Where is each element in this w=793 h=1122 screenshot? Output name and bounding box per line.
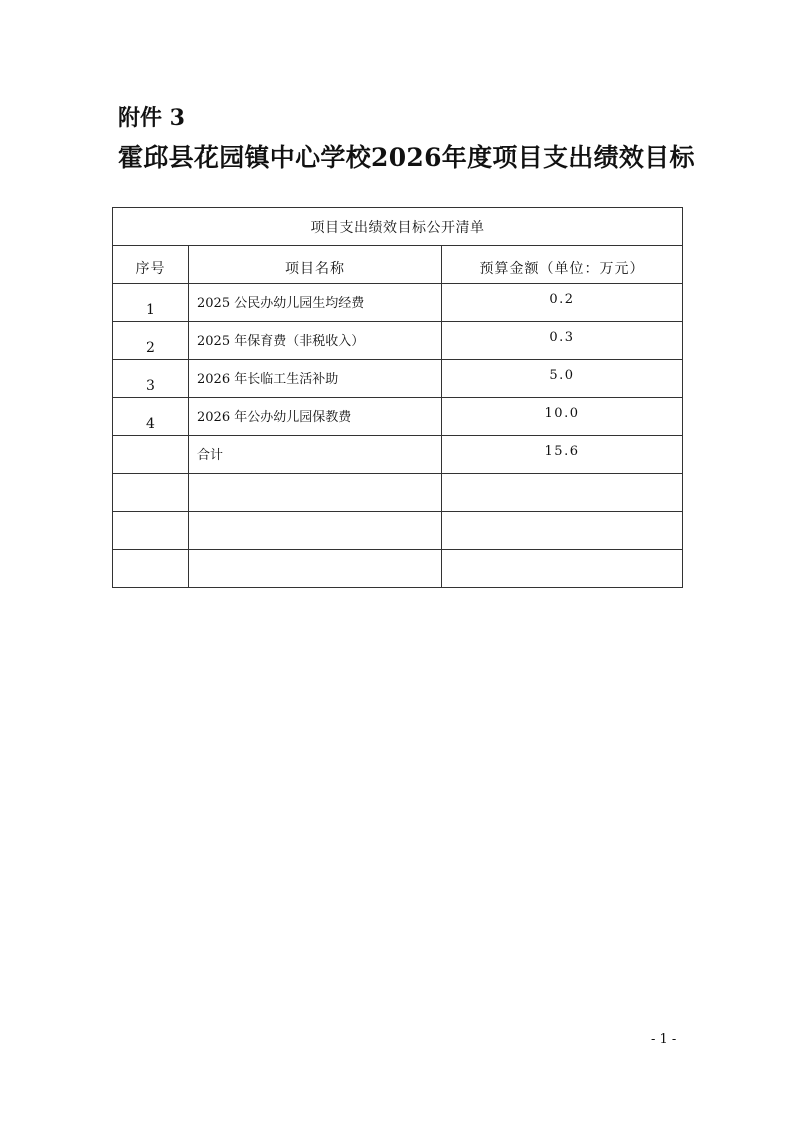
table-row-total <box>113 436 683 474</box>
row-name: 2025 年保育费（非税收入） <box>189 322 442 360</box>
page-number: - 1 - <box>651 1032 677 1047</box>
row-name <box>189 474 442 512</box>
total-amount: 15.6 <box>442 436 683 474</box>
row-seq: 3 <box>113 360 189 398</box>
row-name: 2026 年公办幼儿园保教费 <box>189 398 442 436</box>
table-row-empty <box>113 512 683 550</box>
row-name <box>189 550 442 588</box>
table-row <box>113 284 683 322</box>
row-amount <box>442 474 683 512</box>
attachment-label: 附件 3 <box>118 105 185 131</box>
document-title: 霍邱县花园镇中心学校2026年度项目支出绩效目标 <box>118 143 695 172</box>
row-amount: 10.0 <box>442 398 683 436</box>
budget-table <box>112 207 683 588</box>
table-caption-row <box>113 208 683 246</box>
row-seq: 1 <box>113 284 189 322</box>
row-name: 2026 年长临工生活补助 <box>189 360 442 398</box>
column-header-seq: 序号 <box>113 246 189 284</box>
total-label: 合计 <box>189 436 442 474</box>
row-seq <box>113 474 189 512</box>
column-header-amount: 预算金额（单位：万元） <box>442 246 683 284</box>
row-name <box>189 512 442 550</box>
row-amount <box>442 550 683 588</box>
table-row-empty <box>113 550 683 588</box>
row-seq <box>113 436 189 474</box>
table-row <box>113 360 683 398</box>
table-row <box>113 322 683 360</box>
row-name: 2025 公民办幼儿园生均经费 <box>189 284 442 322</box>
row-seq <box>113 512 189 550</box>
row-amount <box>442 512 683 550</box>
column-header-name: 项目名称 <box>189 246 442 284</box>
row-seq <box>113 550 189 588</box>
row-seq: 2 <box>113 322 189 360</box>
row-amount: 0.2 <box>442 284 683 322</box>
row-seq: 4 <box>113 398 189 436</box>
table-row-empty <box>113 474 683 512</box>
row-amount: 0.3 <box>442 322 683 360</box>
table-header-row <box>113 246 683 284</box>
table-row <box>113 398 683 436</box>
row-amount: 5.0 <box>442 360 683 398</box>
table-caption: 项目支出绩效目标公开清单 <box>113 208 683 246</box>
